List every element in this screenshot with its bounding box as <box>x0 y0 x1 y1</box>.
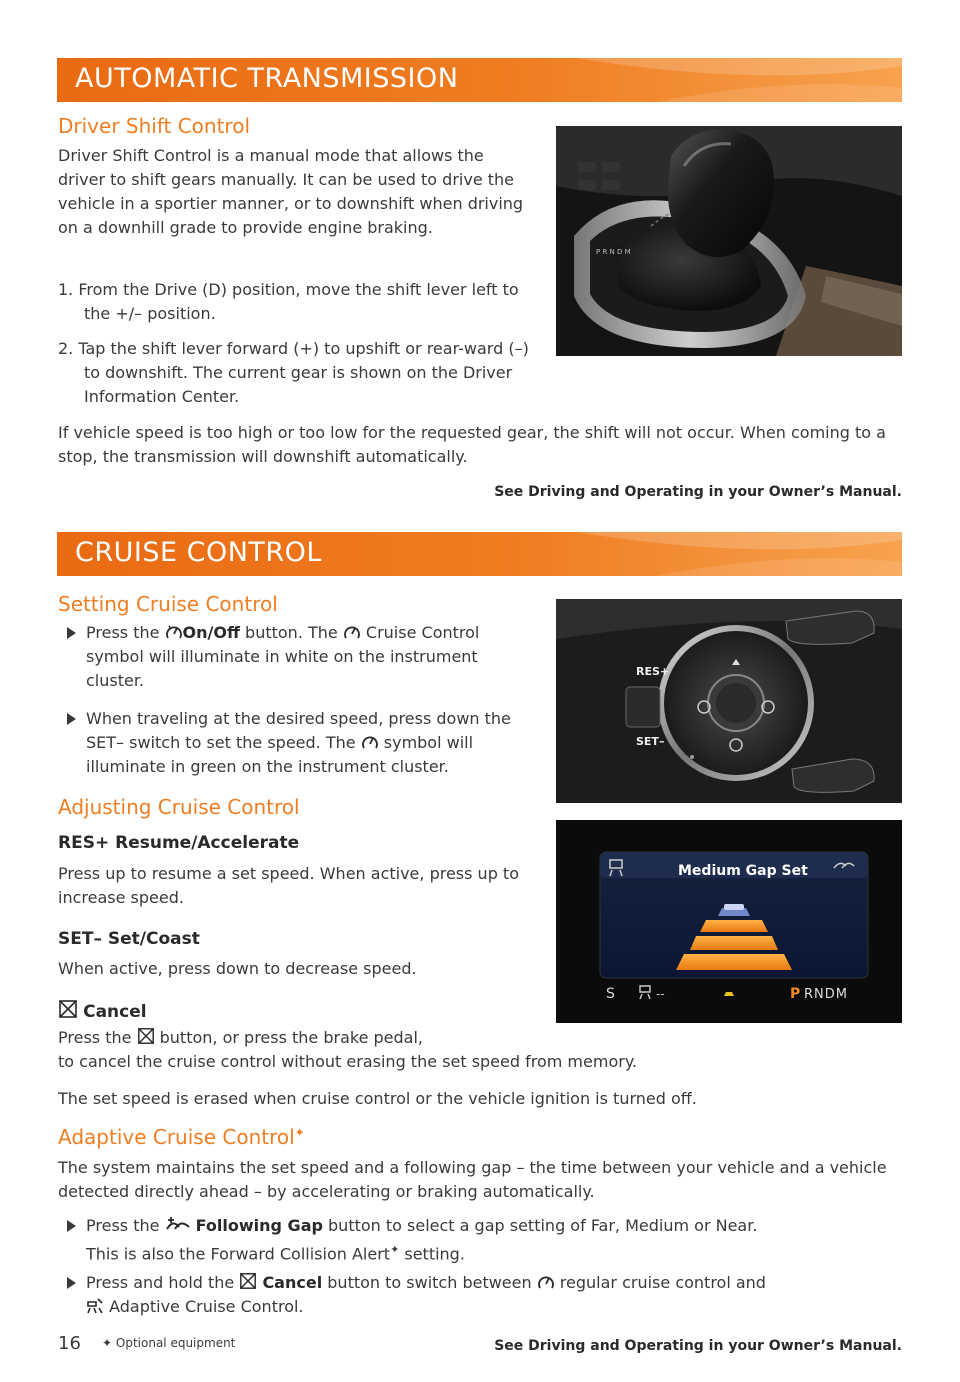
cruise-icon <box>537 1274 555 1290</box>
cruise-icon <box>361 734 379 750</box>
bullet-icon <box>67 627 76 639</box>
see-manual-link[interactable]: See Driving and Operating in your Owner’s Manual. <box>494 484 902 500</box>
optional-equipment-note <box>102 1336 235 1350</box>
res-title: RES+ Resume/Accelerate <box>58 833 300 853</box>
text: symbol will illuminate in green on the instrument cluster. <box>86 733 474 776</box>
setting-bullet-2 <box>86 707 542 779</box>
gear-s-indicator: S <box>606 986 615 1002</box>
adaptive-bullet-1 <box>86 1214 906 1238</box>
cancel-text-1 <box>58 1026 558 1050</box>
step-1: 1. From the Drive (D) position, move the shift lever left to the +/– position. <box>58 280 519 323</box>
text: Press and hold the <box>86 1273 240 1292</box>
steering-wheel-controls-photo <box>556 599 902 803</box>
optional-mark: ✦ <box>294 1125 305 1140</box>
driver-shift-intro: Driver Shift Control is a manual mode that allows the driver to shift gears manually. It can be used to drive the vehicle in a sportier manner, or to downshift when driving on a downhill grade to provide engine braking. <box>58 146 524 237</box>
gear-shifter-photo <box>556 126 902 356</box>
cancel-heading-row <box>58 999 147 1022</box>
set-speed-dashes: -- <box>656 987 665 1001</box>
set-button-label: SET– <box>636 735 665 748</box>
adaptive-text: The system maintains the set speed and a following gap – the time between your vehicle and a vehicle detected directly ahead – by accelerating or braking automatically. <box>58 1158 887 1201</box>
section-title: CRUISE CONTROL <box>75 537 322 568</box>
cancel-icon <box>58 999 78 1019</box>
optional-mark: ✦ <box>390 1243 400 1256</box>
text: button, or press the brake pedal, <box>154 1028 424 1047</box>
text: This is also the Forward Collision Alert <box>86 1244 391 1264</box>
section-banner-cruise <box>57 532 902 576</box>
set-title: SET– Set/Coast <box>58 929 200 949</box>
bullet-icon <box>67 1220 76 1232</box>
section-title: AUTOMATIC TRANSMISSION <box>75 63 459 94</box>
adaptive-bullet-2 <box>86 1271 906 1295</box>
text: Adaptive Cruise Control. <box>104 1297 304 1316</box>
setting-bullet-1 <box>86 621 536 693</box>
text: Press the <box>58 1028 137 1047</box>
following-gap-icon <box>165 1215 191 1233</box>
step-2: 2. Tap the shift lever forward (+) to upshift or rear-ward (–) to downshift. The current gear is shown on the Driver Information Center. <box>58 339 529 406</box>
cancel-text-2: to cancel the cruise control without erasing the set speed from memory. <box>58 1052 638 1071</box>
adaptive-bullet-1-line2 <box>86 1238 906 1266</box>
text: When traveling at the desired speed, press down the SET– switch to set the speed. The <box>86 709 511 752</box>
text: button. The <box>239 623 343 642</box>
gear-rndm-indicator: RNDM <box>804 987 848 1002</box>
adaptive-bullet-2-line2 <box>86 1295 906 1319</box>
cancel-title: Cancel <box>83 1002 147 1022</box>
page-number: 16 <box>58 1333 81 1354</box>
cancel-label: Cancel <box>262 1273 323 1292</box>
see-manual-link[interactable]: See Driving and Operating in your Owner’s Manual. <box>494 1338 902 1354</box>
text: Adaptive Cruise Control <box>58 1125 295 1149</box>
following-gap-label: Following Gap <box>195 1216 323 1235</box>
setting-cruise-heading: Setting Cruise Control <box>58 592 278 616</box>
text: Cruise Control symbol will illuminate in white on the instrument cluster. <box>86 623 480 690</box>
bullet-icon <box>67 713 76 725</box>
cancel-icon <box>239 1272 257 1290</box>
set-speed-erased: The set speed is erased when cruise control or the vehicle ignition is turned off. <box>58 1089 697 1108</box>
gear-p-indicator: P <box>790 986 801 1002</box>
display-title: Medium Gap Set <box>678 863 808 879</box>
text: Press the <box>86 1216 165 1235</box>
transmission-note: If vehicle speed is too high or too low for the requested gear, the shift will not occur. When coming to a stop, the transmission will downshift automatically. <box>58 423 886 466</box>
cancel-icon <box>137 1027 155 1045</box>
following-gap-display-photo <box>556 820 902 1023</box>
text: button to select a gap setting of Far, Medium or Near. <box>322 1216 758 1235</box>
cruise-icon <box>165 624 183 640</box>
adaptive-cruise-heading <box>58 1125 305 1149</box>
section-banner-transmission <box>57 58 902 102</box>
text: Press the <box>86 623 165 642</box>
res-text: Press up to resume a set speed. When active, press up to increase speed. <box>58 864 519 907</box>
set-text: When active, press down to decrease speed. <box>58 959 417 978</box>
cruise-icon <box>343 624 361 640</box>
adaptive-cruise-icon <box>86 1296 104 1314</box>
optional-mark: ✦ <box>102 1336 113 1350</box>
bullet-icon <box>67 1277 76 1289</box>
text: regular cruise control and <box>554 1273 766 1292</box>
adjusting-cruise-heading: Adjusting Cruise Control <box>58 795 300 819</box>
on-off-label: On/Off <box>182 623 240 642</box>
driver-shift-heading: Driver Shift Control <box>58 114 251 138</box>
optional-text: Optional equipment <box>115 1336 236 1350</box>
text: setting. <box>399 1244 465 1264</box>
res-button-label: RES+ <box>636 665 670 678</box>
svg-text:P R N D M: P R N D M <box>596 248 631 256</box>
text: button to switch between <box>322 1273 537 1292</box>
